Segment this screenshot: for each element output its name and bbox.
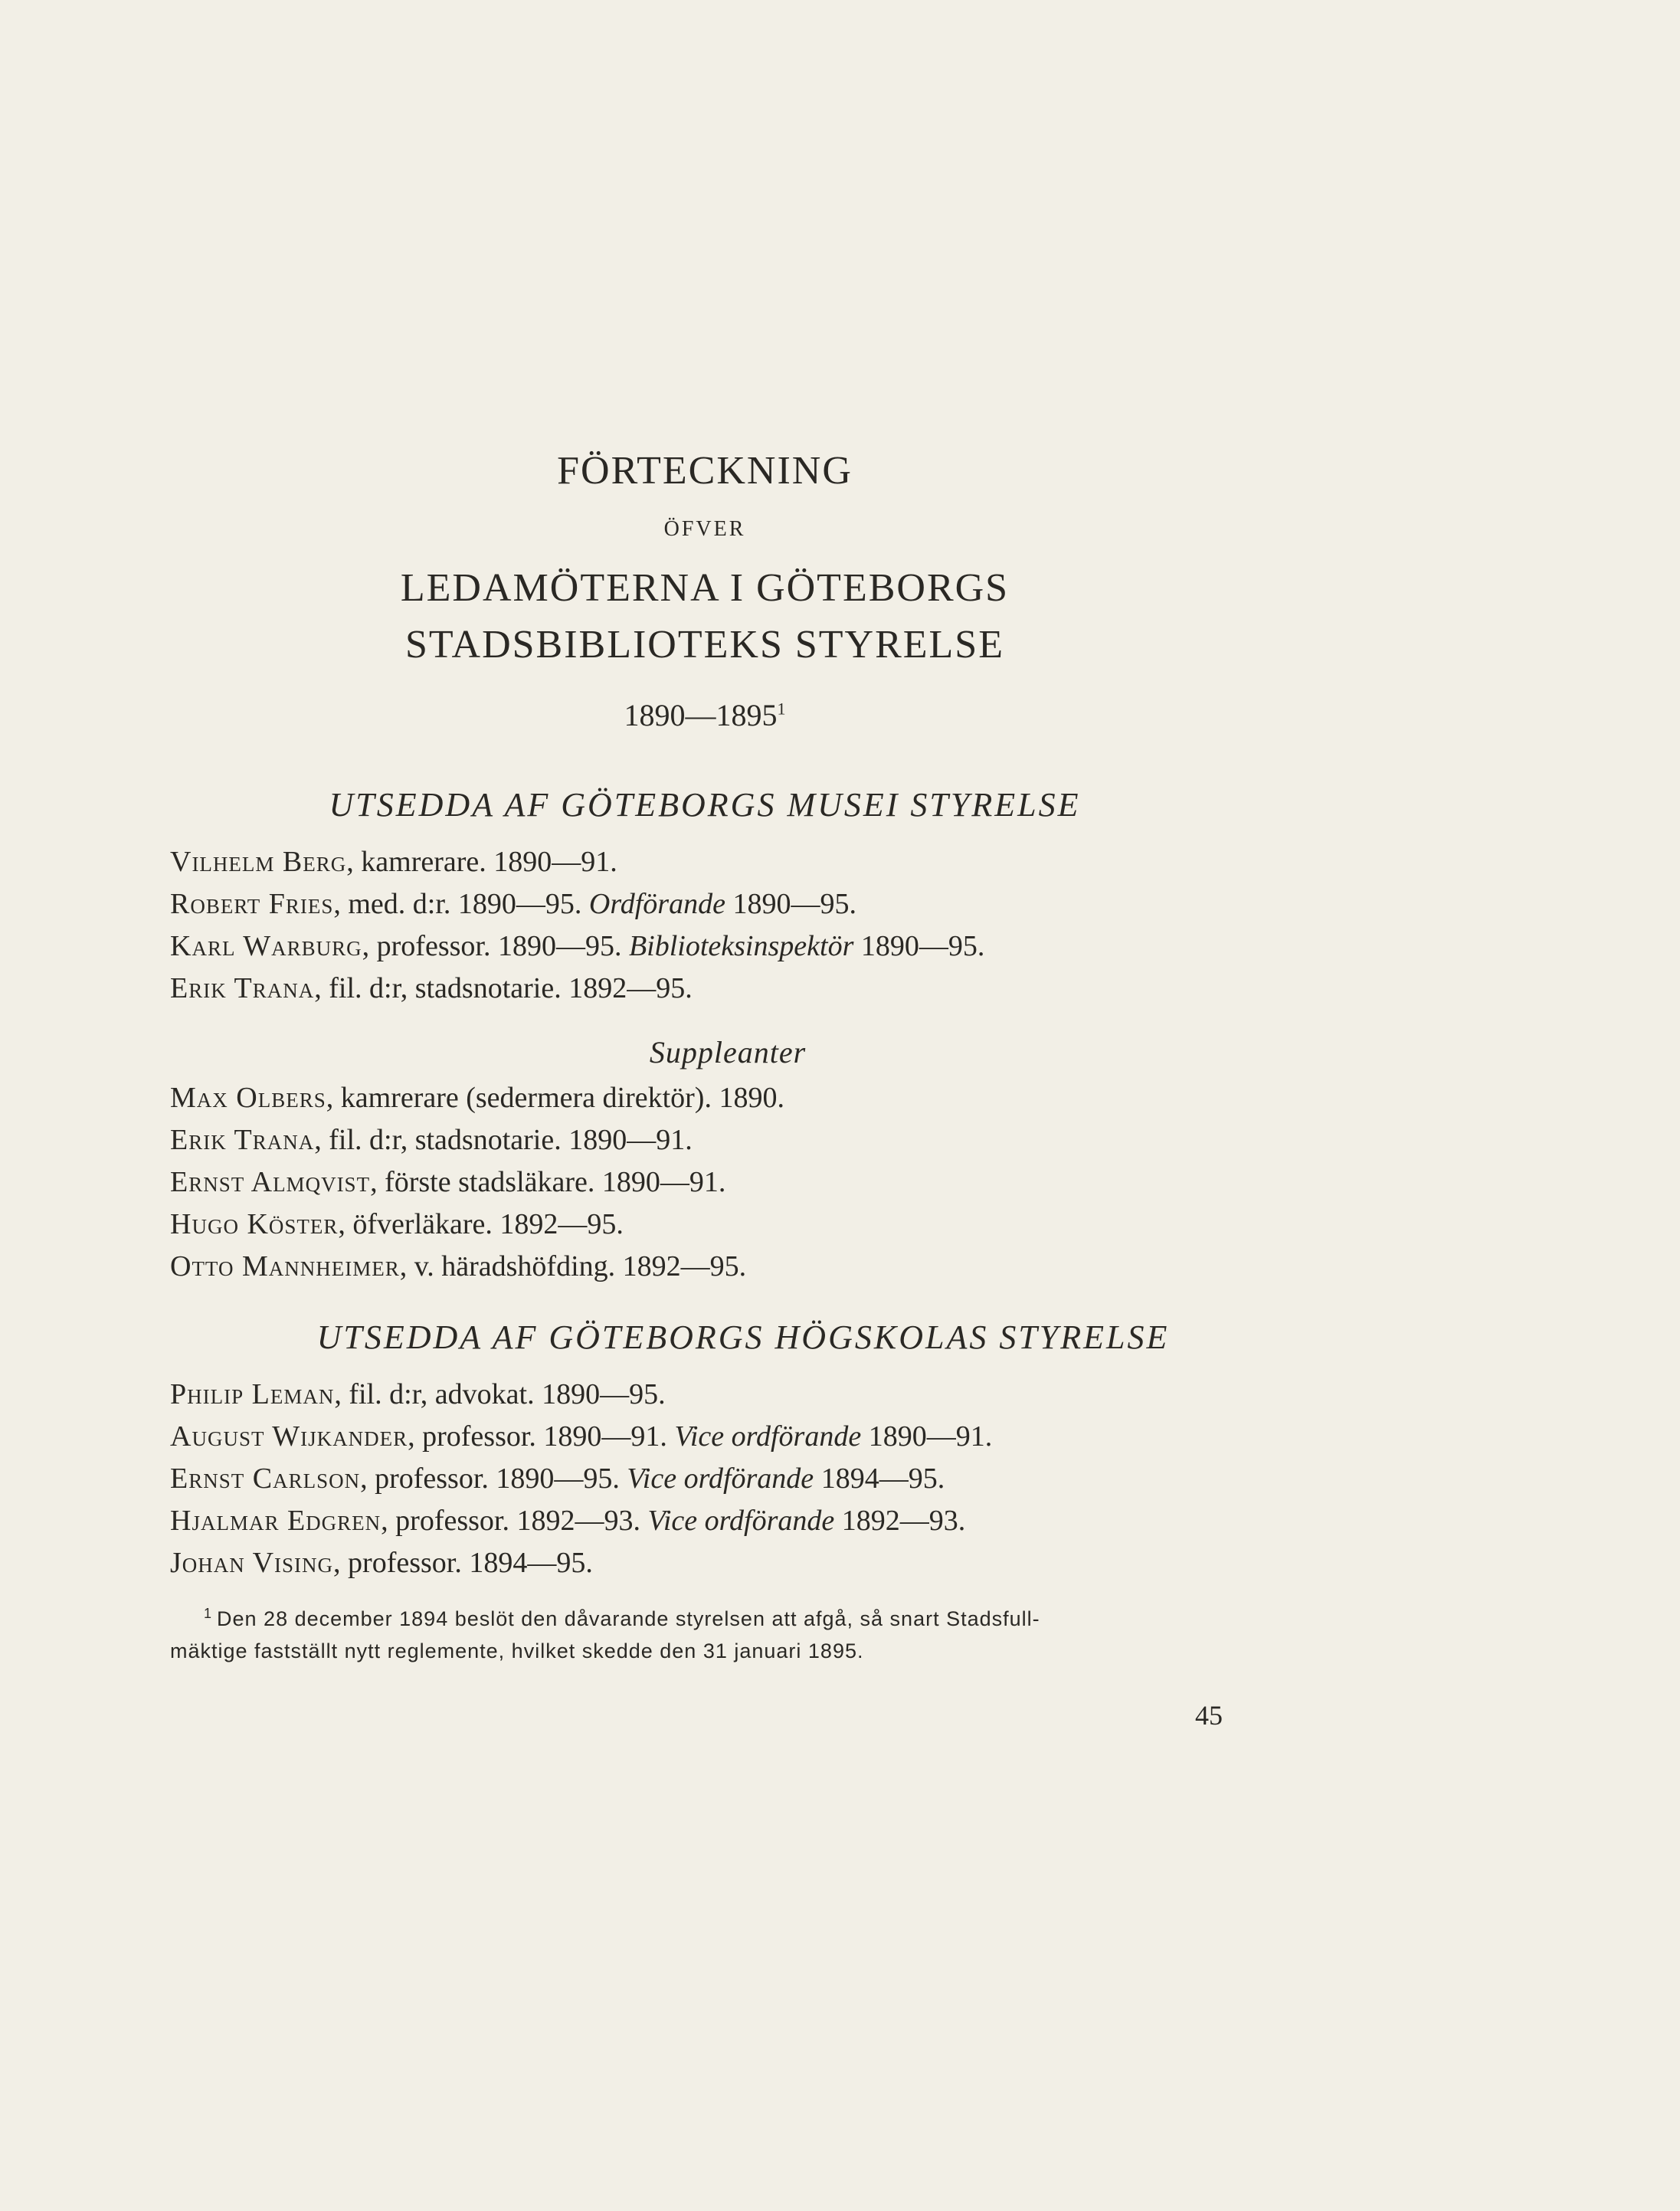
member-details: , kamrerare (sedermera direktör). 1890. [326,1082,784,1114]
list-item [170,1119,784,1161]
list-item [170,1542,992,1584]
member-details: , professor. 1890—95. [360,1463,620,1495]
member-details: , med. d:r. 1890—95. [333,888,582,920]
section-heading-museum: UTSEDDA AF GÖTEBORGS MUSEI STYRELSE [329,786,1081,824]
member-name: Karl Warburg [170,930,362,962]
list-item [170,841,984,883]
member-name: Erik Trana [170,1124,315,1156]
member-name: Ernst Carlson [170,1463,361,1495]
member-role: Ordförande [588,888,725,920]
member-role-years: 1890—95. [860,930,985,962]
footnote-text-1: Den 28 december 1894 beslöt den dåvarande styrelsen att afgå, så snart Stadsfull- [217,1607,1040,1630]
page-title: FÖRTECKNING [557,449,853,493]
subtitle-line-2: STADSBIBLIOTEKS STYRELSE [405,623,1004,667]
list-item [170,1246,784,1288]
member-role-years: 1890—95. [732,888,856,920]
member-details: , professor. 1890—91. [408,1420,667,1453]
member-details: , öfverläkare. 1892—95. [338,1208,624,1240]
deputies-list [170,1077,784,1288]
member-name: Erik Trana [170,972,315,1004]
footnote-line-1 [170,1597,1243,1635]
member-details: , v. häradshöfding. 1892—95. [399,1250,747,1282]
list-item [170,1374,992,1416]
member-name: Max Olbers [170,1082,326,1114]
member-details: , professor. 1892—93. [381,1505,640,1537]
subtitle-line-1: LEDAMÖTERNA I GÖTEBORGS [400,566,1010,610]
list-item [170,1204,784,1246]
member-name: Robert Fries [170,888,334,920]
deputies-heading: Suppleanter [649,1035,807,1069]
member-role: Vice ordförande [647,1505,835,1537]
footnote-reference: 1 [777,699,786,719]
member-role: Biblioteksinspektör [628,930,854,962]
footnote [170,1597,1243,1667]
member-role: Vice ordförande [674,1420,862,1453]
member-role-years: 1892—93. [841,1505,966,1537]
list-item [170,1500,992,1542]
member-details: , fil. d:r, advokat. 1890—95. [334,1378,666,1410]
list-item [170,1416,992,1458]
member-details: , professor. 1890—95. [362,930,622,962]
list-item [170,925,984,968]
college-members-list [170,1374,992,1584]
member-name: Philip Leman [170,1378,335,1410]
title-connector: ÖFVER [663,517,746,541]
year-range-text: 1890—1895 [624,698,778,732]
member-role-years: 1894—95. [820,1463,945,1495]
member-role-years: 1890—91. [868,1420,993,1453]
member-name: August Wijkander [170,1420,408,1453]
list-item [170,1161,784,1204]
member-details: , fil. d:r, stadsnotarie. 1890—91. [314,1124,693,1156]
member-details: , förste stadsläkare. 1890—91. [370,1166,726,1198]
list-item [170,883,984,925]
member-name: Ernst Almqvist [170,1166,371,1198]
member-name: Hjalmar Edgren [170,1505,382,1537]
list-item [170,968,984,1010]
member-name: Hugo Köster [170,1208,339,1240]
footnote-text-2: mäktige fastställt nytt reglemente, hvilket skedde den 31 januari 1895. [170,1639,864,1662]
page-number: 45 [1195,1700,1223,1731]
member-name: Vilhelm Berg [170,846,347,878]
year-range [0,697,1410,733]
section-heading-college: UTSEDDA AF GÖTEBORGS HÖGSKOLAS STYRELSE [316,1318,1170,1356]
member-details: , fil. d:r, stadsnotarie. 1892—95. [314,972,693,1004]
member-details: , kamrerare. 1890—91. [346,846,617,878]
member-role: Vice ordförande [627,1463,814,1495]
list-item [170,1458,992,1500]
footnote-mark: 1 [204,1606,213,1621]
member-name: Johan Vising [170,1547,334,1579]
member-name: Otto Mannheimer [170,1250,400,1282]
member-details: , professor. 1894—95. [333,1547,593,1579]
museum-members-list [170,841,984,1010]
list-item [170,1077,784,1119]
